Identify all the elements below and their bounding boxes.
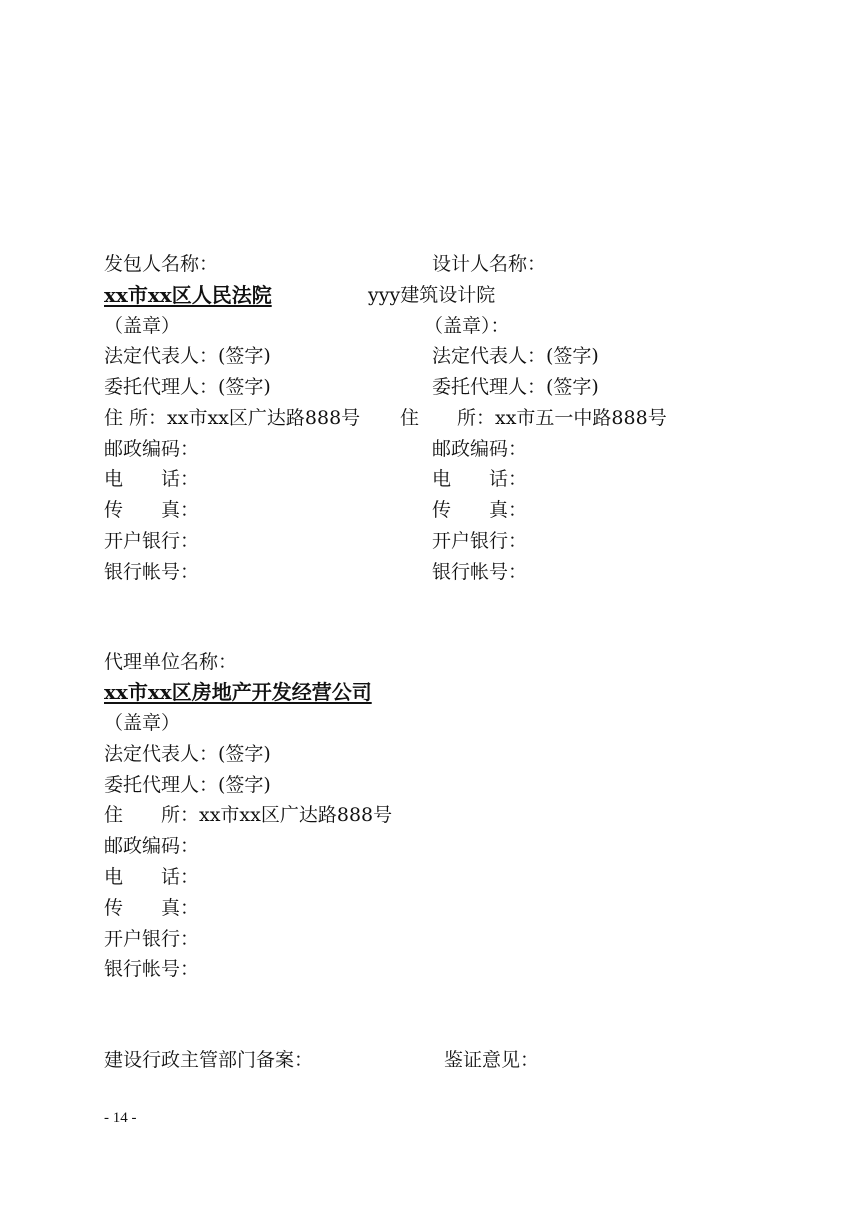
employer-phone: 电 话： (104, 468, 200, 490)
designer-name-label: 设计人名称： (432, 253, 547, 275)
employer-name-value: xx市xx区人民法院 (104, 283, 272, 307)
employer-fax: 传 真： (104, 499, 200, 521)
designer-account: 银行帐号： (432, 561, 528, 583)
designer-postal: 邮政编码： (432, 438, 528, 460)
designer-seal: （盖章）： (424, 315, 510, 337)
employer-name-label: 发包人名称： (104, 253, 219, 275)
designer-fax: 传 真： (432, 499, 528, 521)
filing-label: 建设行政主管部门备案： (104, 1049, 314, 1071)
agency-agent: 委托代理人：(签字) (104, 774, 271, 796)
agency-legal-rep: 法定代表人：(签字) (104, 743, 271, 765)
agency-postal: 邮政编码： (104, 835, 200, 857)
employer-legal-rep: 法定代表人：(签字) (104, 345, 271, 367)
agency-name-label: 代理单位名称： (104, 651, 238, 673)
employer-account: 银行帐号： (104, 561, 200, 583)
designer-legal-rep: 法定代表人：(签字) (432, 345, 599, 367)
employer-postal: 邮政编码： (104, 438, 200, 460)
agency-seal: （盖章） (104, 712, 181, 734)
designer-agent: 委托代理人：(签字) (432, 376, 599, 398)
page-number: - 14 - (104, 1110, 137, 1126)
employer-bank: 开户银行： (104, 530, 200, 552)
employer-seal: （盖章） (104, 315, 181, 337)
agency-account: 银行帐号： (104, 958, 200, 980)
designer-bank: 开户银行： (432, 530, 528, 552)
designer-address: 住 所：xx市五一中路888号 (400, 407, 667, 429)
attestation-label: 鉴证意见： (444, 1049, 540, 1071)
agency-name-value: xx市xx区房地产开发经营公司 (104, 680, 372, 704)
agency-fax: 传 真： (104, 897, 200, 919)
employer-agent: 委托代理人：(签字) (104, 376, 271, 398)
designer-name-value: yyy建筑设计院 (368, 284, 496, 306)
agency-phone: 电 话： (104, 866, 200, 888)
designer-phone: 电 话： (432, 468, 528, 490)
agency-bank: 开户银行： (104, 928, 200, 950)
agency-address: 住 所：xx市xx区广达路888号 (104, 804, 393, 826)
employer-address: 住 所：xx市xx区广达路888号 (104, 407, 361, 429)
